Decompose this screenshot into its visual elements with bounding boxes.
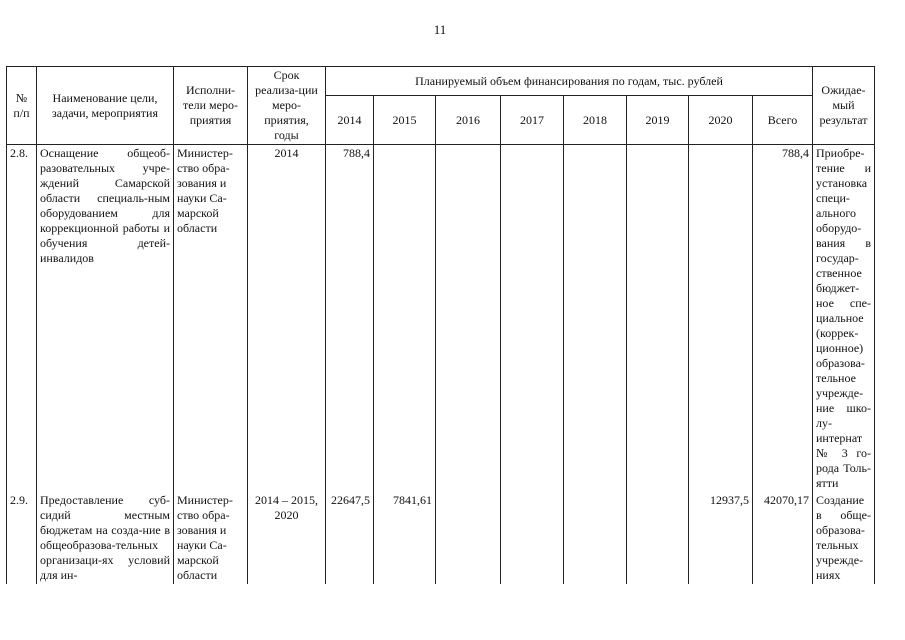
- row-name: Оснащение общеоб-разовательных учре-ждений Самарской области специаль-ным оборудованием для коррекционной работы и обучения детей-инвалидов: [37, 145, 174, 493]
- row-result: Создание в обще-образова-тельных учрежде-ниях: [813, 492, 875, 584]
- row-value-2020: 12937,5: [689, 492, 753, 584]
- page-number: 11: [433, 22, 447, 37]
- row-value-2015: [374, 145, 436, 493]
- row-value-2016: [436, 145, 501, 493]
- table-row: [7, 145, 875, 493]
- row-value-2014: 22647,5: [326, 492, 374, 584]
- row-num: 2.9.: [7, 492, 37, 584]
- financing-table: [6, 66, 875, 584]
- header-num: № п/п: [7, 67, 37, 145]
- row-value-2020: [689, 145, 753, 493]
- header-result: Ожидае-мый результат: [813, 67, 875, 145]
- row-value-2015: 7841,61: [374, 492, 436, 584]
- row-value-2017: [501, 492, 564, 584]
- row-total: 42070,17: [753, 492, 813, 584]
- row-term: 2014: [248, 145, 326, 493]
- header-year: 2015: [374, 96, 436, 145]
- header-year: 2014: [326, 96, 374, 145]
- row-value-2017: [501, 145, 564, 493]
- row-result: Приобре-тение и установка специ-ального оборудо-вания в государ-ственное бюджет-ное спе-циальное (коррек-ционное) образова-тельное учрежде-ние шко-лу-интернат № 3 го-рода Толь-ятти: [813, 145, 875, 493]
- header-funding: Планируемый объем финансирования по годам, тыс. рублей: [326, 67, 813, 96]
- row-total: 788,4: [753, 145, 813, 493]
- row-executor: Министер-ство обра-зования и науки Са-марской области: [174, 492, 248, 584]
- row-num: 2.8.: [7, 145, 37, 493]
- row-value-2014: 788,4: [326, 145, 374, 493]
- header-executor: Исполни-тели меро-приятия: [174, 67, 248, 145]
- header-total: Всего: [753, 96, 813, 145]
- header-year: 2020: [689, 96, 753, 145]
- row-name: Предоставление суб-сидий местным бюджетам на созда-ние в общеобразова-тельных организаци-ях условий для ин-: [37, 492, 174, 584]
- row-value-2018: [564, 145, 627, 493]
- header-year: 2016: [436, 96, 501, 145]
- row-term: 2014 – 2015, 2020: [248, 492, 326, 584]
- row-executor: Министер-ство обра-зования и науки Са-марской области: [174, 145, 248, 493]
- row-value-2018: [564, 492, 627, 584]
- header-year: 2017: [501, 96, 564, 145]
- row-value-2019: [627, 145, 689, 493]
- header-year: 2019: [627, 96, 689, 145]
- header-name: Наименование цели, задачи, мероприятия: [37, 67, 174, 145]
- row-value-2019: [627, 492, 689, 584]
- header-year: 2018: [564, 96, 627, 145]
- header-term: Срок реализа-ции меро-приятия, годы: [248, 67, 326, 145]
- table-row: [7, 492, 875, 584]
- header-row-top: [7, 67, 875, 96]
- row-value-2016: [436, 492, 501, 584]
